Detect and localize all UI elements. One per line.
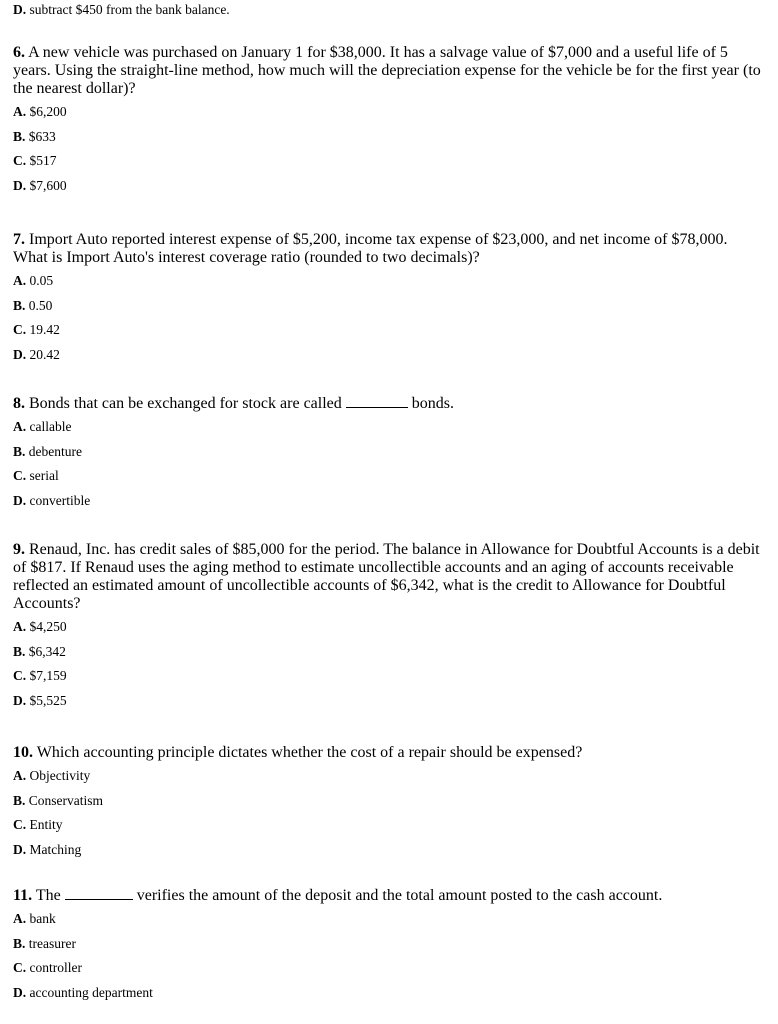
option-text: $6,342 xyxy=(28,643,66,659)
option-text: $5,525 xyxy=(29,692,67,708)
option-a[interactable] xyxy=(13,100,763,125)
option-text: treasurer xyxy=(28,935,76,951)
option-text: 0.05 xyxy=(29,273,54,288)
option-d[interactable] xyxy=(13,489,763,514)
option-text: Matching xyxy=(29,841,82,857)
option-d[interactable] xyxy=(13,343,763,368)
question-number: 11. xyxy=(13,887,33,904)
option-letter: B. xyxy=(13,643,26,659)
option-letter: A. xyxy=(13,419,27,434)
option-d[interactable] xyxy=(13,689,763,714)
question-number: 7. xyxy=(13,231,25,248)
question-body-after: verifies the amount of the deposit and the total amount posted to the cash account. xyxy=(136,887,663,904)
question-number: 6. xyxy=(13,44,25,61)
option-d[interactable] xyxy=(13,838,763,863)
option-letter: D. xyxy=(13,692,27,708)
option-b[interactable] xyxy=(13,440,763,465)
option-text: $7,600 xyxy=(29,177,67,193)
option-letter: D. xyxy=(13,177,27,193)
option-letter: A. xyxy=(13,104,27,119)
option-text: bank xyxy=(29,911,56,926)
option-letter: A. xyxy=(13,768,27,783)
question-6 xyxy=(13,44,763,198)
option-letter: C. xyxy=(13,153,27,168)
option-text: 0.50 xyxy=(28,297,53,313)
option-letter: C. xyxy=(13,668,27,683)
option-letter: D. xyxy=(13,984,27,1000)
option-letter: C. xyxy=(13,817,27,832)
option-d[interactable] xyxy=(13,981,763,1006)
option-text: callable xyxy=(29,419,72,434)
question-body-before: Bonds that can be exchanged for stock are called xyxy=(29,395,342,412)
question-number: 9. xyxy=(13,541,25,558)
option-letter: A. xyxy=(13,911,27,926)
question-7 xyxy=(13,231,763,367)
option-text: 20.42 xyxy=(29,346,60,362)
option-letter: B. xyxy=(13,792,26,808)
option-text: $6,200 xyxy=(29,104,67,119)
option-c[interactable] xyxy=(13,956,763,981)
question-body: Import Auto reported interest expense of $5,200, income tax expense of $23,000, and net income of $78,000. What is Import Auto's interest coverage ratio (rounded to two decimals)? xyxy=(13,231,728,266)
question-11 xyxy=(13,887,763,1005)
option-text: subtract $450 from the bank balance. xyxy=(29,2,230,17)
options-list xyxy=(13,907,763,1005)
option-c[interactable] xyxy=(13,149,763,174)
option-letter: D. xyxy=(13,346,27,362)
fill-in-blank xyxy=(346,395,408,408)
question-text xyxy=(13,887,763,905)
option-letter: B. xyxy=(13,297,26,313)
option-a[interactable] xyxy=(13,764,763,789)
options-list xyxy=(13,764,763,862)
question-text xyxy=(13,395,763,413)
option-b[interactable] xyxy=(13,640,763,665)
fill-in-blank xyxy=(65,887,133,900)
question-text xyxy=(13,231,763,267)
option-letter: C. xyxy=(13,468,27,483)
option-letter: A. xyxy=(13,619,27,634)
question-body: Renaud, Inc. has credit sales of $85,000 for the period. The balance in Allowance for Doubtful Accounts is a debit of $817. If Renaud uses the aging method to estimate uncollectible accounts and an aging of accounts receivable reflected an estimated amount of uncollectible accounts of $6,342, what is the credit to Allowance for Doubtful Accounts? xyxy=(13,541,760,612)
option-text: Objectivity xyxy=(29,768,91,783)
option-text: accounting department xyxy=(29,984,153,1000)
question-text xyxy=(13,744,763,762)
option-text: $633 xyxy=(28,128,56,144)
question-number: 8. xyxy=(13,395,25,412)
option-letter: B. xyxy=(13,935,26,951)
option-c[interactable] xyxy=(13,813,763,838)
option-letter: B. xyxy=(13,128,26,144)
option-b[interactable] xyxy=(13,125,763,150)
option-c[interactable] xyxy=(13,318,763,343)
option-c[interactable] xyxy=(13,464,763,489)
option-text: 19.42 xyxy=(29,322,60,337)
option-a[interactable] xyxy=(13,269,763,294)
option-text: Entity xyxy=(29,817,63,832)
question-body: Which accounting principle dictates whether the cost of a repair should be expensed? xyxy=(36,744,583,761)
option-letter: C. xyxy=(13,322,27,337)
option-b[interactable] xyxy=(13,294,763,319)
option-text: $517 xyxy=(29,153,57,168)
option-letter: C. xyxy=(13,960,27,975)
question-8 xyxy=(13,395,763,513)
option-text: $7,159 xyxy=(29,668,67,683)
option-text: Conservatism xyxy=(28,792,104,808)
option-a[interactable] xyxy=(13,415,763,440)
option-d[interactable] xyxy=(13,174,763,199)
option-a[interactable] xyxy=(13,615,763,640)
question-number: 10. xyxy=(13,744,33,761)
option-text: convertible xyxy=(29,492,91,508)
options-list xyxy=(13,415,763,513)
question-10 xyxy=(13,744,763,862)
question-text xyxy=(13,541,763,613)
option-letter: D. xyxy=(13,2,27,17)
option-text: serial xyxy=(29,468,59,483)
option-letter: D. xyxy=(13,841,27,857)
option-c[interactable] xyxy=(13,664,763,689)
option-letter: D. xyxy=(13,492,27,508)
question-9 xyxy=(13,541,763,713)
question-body-before: The xyxy=(35,887,61,904)
option-a[interactable] xyxy=(13,907,763,932)
option-text: controller xyxy=(29,960,82,975)
question-body-after: bonds. xyxy=(411,395,454,412)
option-b[interactable] xyxy=(13,932,763,957)
question-text xyxy=(13,44,763,98)
options-list xyxy=(13,615,763,713)
option-text: $4,250 xyxy=(29,619,67,634)
option-letter: A. xyxy=(13,273,27,288)
option-text: debenture xyxy=(28,443,82,459)
option-b[interactable] xyxy=(13,789,763,814)
prev-question-option-d xyxy=(13,1,230,19)
option-letter: B. xyxy=(13,443,26,459)
question-body: A new vehicle was purchased on January 1 for $38,000. It has a salvage value of $7,000 and a useful life of 5 years. Using the straight-line method, how much will the depreciation expense for the vehicle be for the first year (to the nearest dollar)? xyxy=(13,44,761,97)
options-list xyxy=(13,100,763,198)
options-list xyxy=(13,269,763,367)
